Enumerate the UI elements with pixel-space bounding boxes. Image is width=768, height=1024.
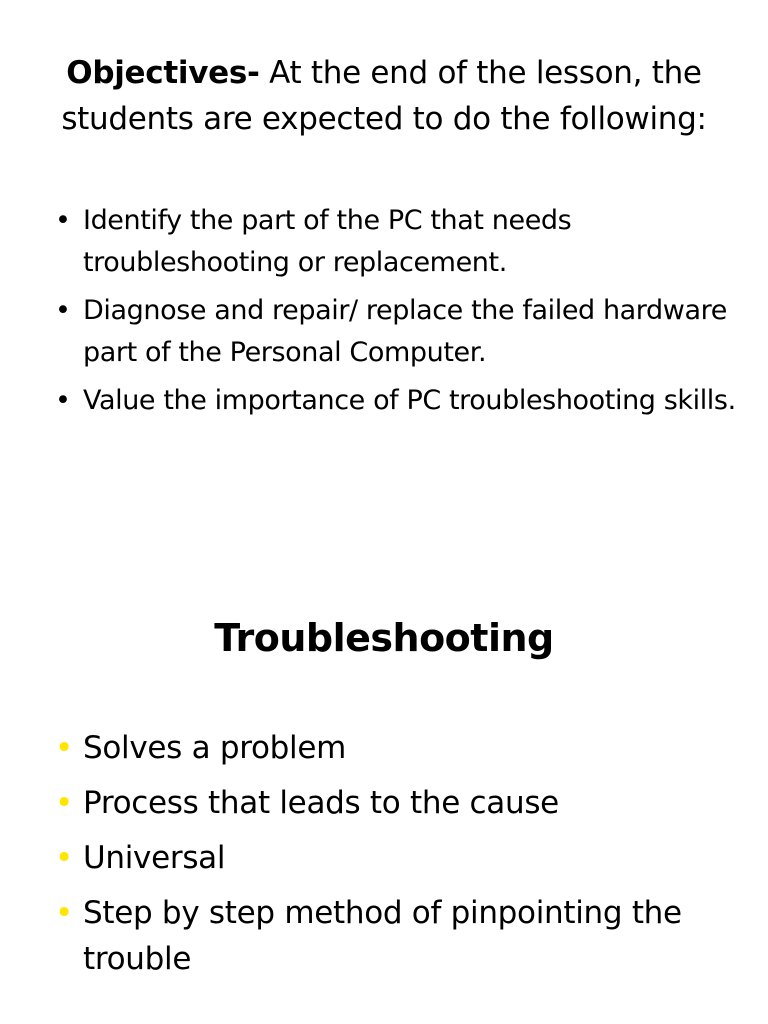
- bullet-icon: •: [55, 785, 73, 821]
- list-item: [55, 890, 745, 982]
- list-item-text: Diagnose and repair/ replace the failed hardware part of the Personal Computer.: [83, 295, 727, 368]
- objectives-heading-label: Objectives-: [66, 55, 260, 91]
- list-item-text: Process that leads to the cause: [83, 785, 559, 821]
- bullet-icon: •: [55, 895, 73, 931]
- bullet-icon: •: [55, 840, 73, 876]
- list-item-text: Solves a problem: [83, 730, 346, 766]
- list-item-text: Step by step method of pinpointing the trouble: [83, 895, 682, 977]
- list-item: [55, 725, 745, 771]
- bullet-icon: •: [55, 295, 71, 326]
- bullet-icon: •: [55, 385, 71, 416]
- objectives-heading: [40, 50, 728, 142]
- bullet-icon: •: [55, 730, 73, 766]
- objectives-list: [55, 200, 745, 428]
- list-item: [55, 780, 745, 826]
- objectives-heading-text: At the end of the lesson, the students are expected to do the following:: [61, 55, 707, 137]
- list-item: [55, 200, 745, 284]
- list-item-text: Value the importance of PC troubleshooting skills.: [83, 385, 736, 416]
- list-item-text: Identify the part of the PC that needs troubleshooting or replacement.: [83, 205, 572, 278]
- bullet-icon: •: [55, 205, 71, 236]
- section-title: Troubleshooting: [214, 616, 554, 660]
- list-item: [55, 380, 745, 422]
- slide-troubleshooting: [0, 512, 768, 1024]
- list-item: [55, 835, 745, 881]
- list-item-text: Universal: [83, 840, 226, 876]
- list-item: [55, 290, 745, 374]
- troubleshooting-list: [55, 725, 745, 991]
